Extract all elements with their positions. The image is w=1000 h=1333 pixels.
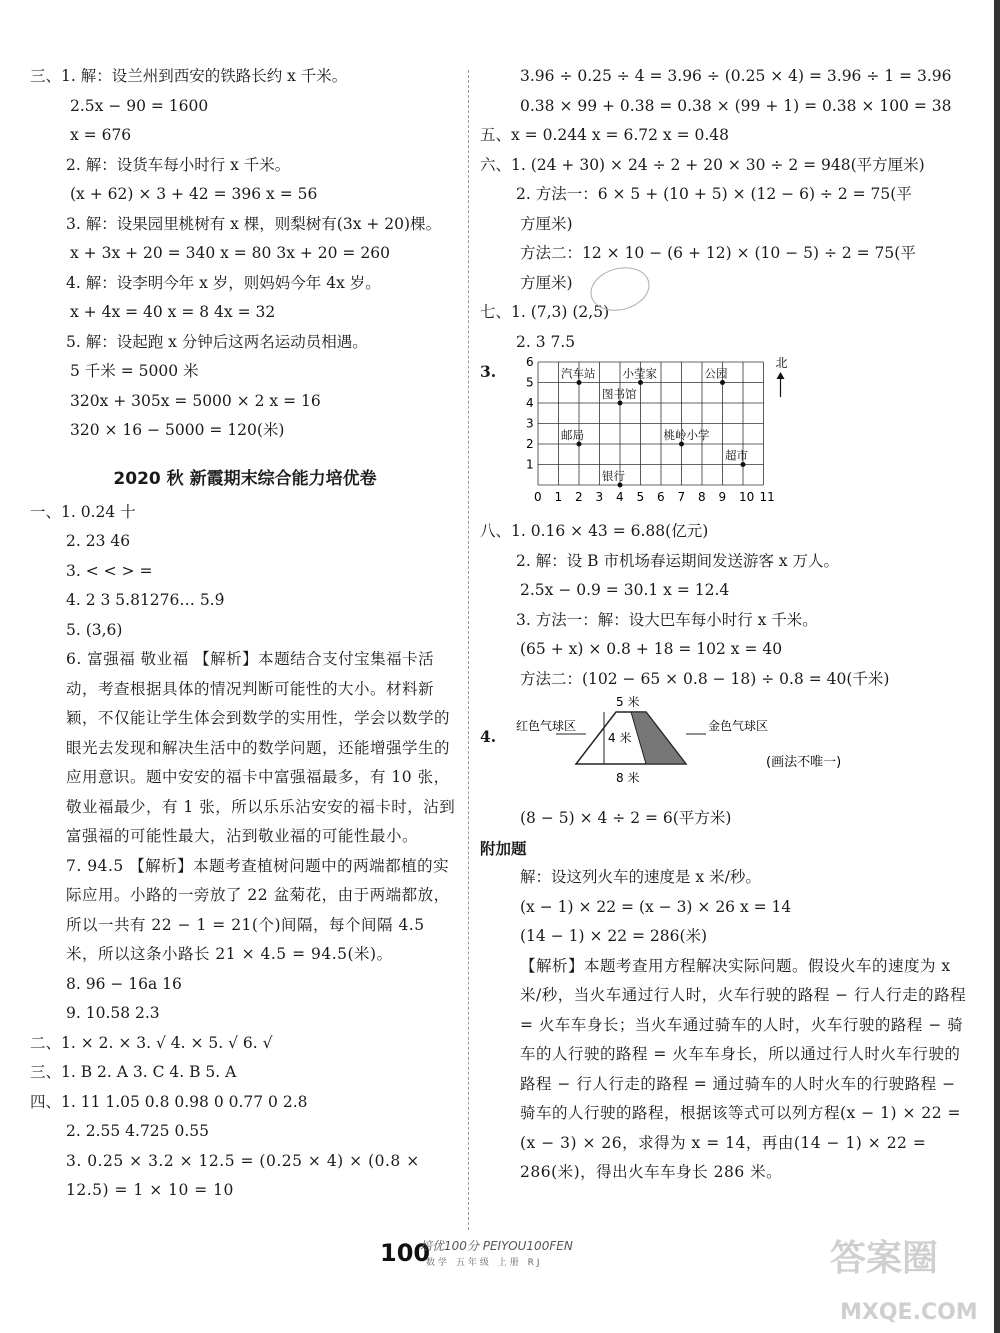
answer-line: 附加题 [480,838,527,858]
place-label: 图书馆 [602,387,637,401]
y-tick-label: 6 [526,357,534,369]
answer-line: 五、x = 0.244 x = 6.72 x = 0.48 [480,126,729,144]
north-arrow-head-icon [777,372,785,379]
right-answer-list-2 [480,517,975,694]
right-column [480,62,975,1188]
trapezoid-question-number: 4. [480,727,497,746]
place-label: 超市 [725,448,748,463]
x-tick-label: 5 [636,490,645,504]
place-point [741,462,746,467]
answer-line: 3. 解：设果园里桃树有 x 棵，则梨树有(3x + 20)棵。 [66,214,442,233]
height-label: 4 米 [608,731,632,745]
answer-line: 三、1. 解：设兰州到西安的铁路长约 x 千米。 [30,67,348,85]
x-tick-label: 8 [698,490,706,504]
answer-line: 方厘米) [520,214,573,233]
answer-line: 0.38 × 99 + 0.38 = 0.38 × (99 + 1) = 0.38 × 100 = 38 [520,96,952,115]
answer-line: 4. 2 3 5.81276… 5.9̇ [66,591,225,609]
coordinate-grid [516,357,816,517]
x-tick-label: 6 [657,490,665,504]
grid-question-number: 3. [480,362,497,381]
answer-line: (x + 62) × 3 + 42 = 396 x = 56 [70,185,318,203]
answer-line: 320 × 16 − 5000 = 120(米) [70,421,285,439]
x-tick-label: 4 [616,490,624,504]
answer-line: 3. 0.25 × 3.2 × 12.5 = (0.25 × 4) × (0.8 × 12.5) = 1 × 10 = 10 [66,1151,420,1199]
watermark-logo: 答案圈 [830,1238,939,1279]
x-tick-label: 1 [554,490,563,504]
x-tick-label: 0 [534,490,542,504]
answer-line: 七、1. (7,3) (2,5) [480,303,610,321]
trapezoid-figure [480,694,975,804]
answer-line: 3.96 ÷ 0.25 ÷ 4 = 3.96 ÷ (0.25 × 4) = 3.96 ÷ 1 = 3.96 [520,67,952,85]
column-divider [468,70,469,1230]
bottom-label: 8 米 [616,771,640,785]
place-label: 公园 [704,366,728,381]
answer-line: 三、1. B 2. A 3. C 4. B 5. A [30,1063,237,1081]
answer-line: x + 4x = 40 x = 8 4x = 32 [70,303,276,321]
answer-line: x + 3x + 20 = 340 x = 80 3x + 20 = 260 [70,244,390,262]
gold-balloon-area [631,712,686,764]
coordinate-grid-figure [480,357,975,517]
answer-line: (8 − 5) × 4 ÷ 2 = 6(平方米) [520,809,732,827]
answer-line: 2. 2.55 4.725 0.55 [66,1122,209,1140]
answer-line: 7. 94.5 【解析】本题考查植树问题中的两端都植的实际应用。小路的一旁放了 22 盆菊花，由于两端都放，所以一共有 22 − 1 = 21(个)间隔，每个间隔 4.5 米，所以这条小路长 21 × 4.5 = 94.5(米)。 [66,856,450,963]
answer-line: 2.5x − 0.9 = 30.1 x = 12.4 [520,581,730,599]
answer-line: 320x + 305x = 5000 × 2 x = 16 [70,391,321,410]
answer-line: 六、1. (24 + 30) × 24 ÷ 2 + 20 × 30 ÷ 2 = 948(平方厘米) [480,155,925,174]
x-tick-label: 10 [739,490,755,504]
answer-line: 二、1. × 2. × 3. √ 4. × 5. √ 6. √ [30,1033,273,1052]
watermark-url: MXQE.COM [840,1300,978,1325]
right-answer-list-3 [480,804,975,1188]
place-point [679,442,684,447]
left-answer-list-2 [30,498,460,1206]
answer-line: 2. 解：设 B 市机场春运期间发送游客 x 万人。 [516,551,840,570]
page-edge [994,0,1000,1333]
answer-line: 四、1. 11 1.05 0.8 0.98 0 0.77 0 2.8 [30,1092,308,1111]
answer-line: 3. 方法一：解：设大巴车每小时行 x 千米。 [516,610,818,629]
answer-line: 2.5x − 90 = 1600 [70,96,209,115]
footer-subtitle: 数学 五年级 上册 RJ [426,1258,543,1268]
right-answer-list [480,62,975,357]
brand-logo: 培优100分 PEIYOU100FEN [420,1239,573,1253]
answer-line: 2. 23 46 [66,532,131,550]
answer-line: 3. < < > = [66,561,153,580]
answer-line: 方厘米) [520,273,573,292]
answer-line: 2. 方法一：6 × 5 + (10 + 5) × (12 − 6) ÷ 2 = 75(平 [516,185,912,203]
red-area-label: 红色气球区 [516,719,577,733]
trapezoid-diagram [516,694,876,804]
answer-line: 解：设这列火车的速度是 x 米/秒。 [520,868,761,886]
place-point [720,380,725,385]
answer-line: 5. (3,6) [66,620,123,639]
page-footer [380,1235,780,1275]
place-point [618,483,623,488]
y-tick-label: 2 [526,437,534,451]
answer-line: 8. 96 − 16a 16 [66,974,182,993]
answer-line: 【解析】本题考查用方程解决实际问题。假设火车的速度为 x 米/秒，当火车通过行人时，火车行驶的路程 − 行人行走的路程 = 火车车身长；当火车通过骑车的人时，火车行驶的路程 − 骑车的人行驶的路程 = 火车车身长，所以通过行人时火车行驶的路程 − 行人行走的路程 = 通过骑车的人时火车的行驶路程 − 骑车的人行驶的路程，根据该等式可以列方程(x − 1) × 22 = (x − 3) × 26，求得为 x = 14，再由(14 − 1) × 22 = 286(米)，得出火车车身长 286 米。 [520,956,967,1181]
answer-line: (65 + x) × 0.8 + 18 = 102 x = 40 [520,640,783,658]
answer-line: (x − 1) × 22 = (x − 3) × 26 x = 14 [520,897,792,916]
place-label: 汽车站 [561,366,596,381]
x-tick-label: 2 [575,490,583,504]
drawing-note: (画法不唯一) [766,755,842,770]
place-label: 桃岭小学 [663,428,710,442]
north-label: 北 [775,357,788,370]
place-point [618,401,623,406]
answer-line: 方法二：(102 − 65 × 0.8 − 18) ÷ 0.8 = 40(千米) [520,669,890,688]
gold-area-label: 金色气球区 [708,719,769,733]
y-tick-label: 5 [526,375,534,390]
answer-line: 5. 解：设起跑 x 分钟后这两名运动员相遇。 [66,332,368,351]
answer-line: 一、1. 0.24 十 [30,502,136,521]
place-point [577,380,582,385]
answer-line: 八、1. 0.16 × 43 = 6.88(亿元) [480,522,709,540]
answer-line: x = 676 [70,126,132,144]
answer-line: 9. 10.58 2.3 [66,1004,160,1022]
x-tick-label: 11 [759,490,775,504]
x-tick-label: 9 [718,490,727,504]
x-tick-label: 7 [677,490,686,504]
place-point [577,442,582,447]
y-tick-label: 4 [526,396,534,410]
answer-line: 2. 解：设货车每小时行 x 千米。 [66,155,291,174]
y-tick-label: 1 [526,457,534,472]
answer-line: 2. 3 7.5 [516,332,576,351]
answer-line: 6. 富强福 敬业福 【解析】本题结合支付宝集福卡活动，考查根据具体的情况判断可能性的大小。材料新颖，不仅能让学生体会到数学的实用性，学会以数学的眼光去发现和解决生活中的数学问题，还能增强学生的应用意识。题中安安的福卡中富强福最多，有 10 张，敬业福最少，有 1 张，所以乐乐沾安安的福卡时，沾到富强福的可能性最大，沾到敬业福的可能性最小。 [66,650,456,845]
left-answer-list [30,62,460,446]
section-title: 2020 秋 新霞期末综合能力培优卷 [113,468,377,489]
answer-line: 5 千米 = 5000 米 [70,362,199,380]
answer-line: 方法二：12 × 10 − (6 + 12) × (10 − 5) ÷ 2 = 75(平 [520,244,916,262]
page-number: 100 [380,1239,431,1267]
place-label: 邮局 [561,428,584,442]
y-tick-label: 3 [526,416,534,431]
left-column [30,62,460,1206]
x-tick-label: 3 [595,490,604,504]
answer-line: 4. 解：设李明今年 x 岁，则妈妈今年 4x 岁。 [66,273,381,292]
top-label: 5 米 [616,695,640,709]
answer-line: (14 − 1) × 22 = 286(米) [520,927,708,945]
place-label: 小莹家 [622,366,657,381]
place-label: 银行 [602,469,625,483]
place-point [638,380,643,385]
